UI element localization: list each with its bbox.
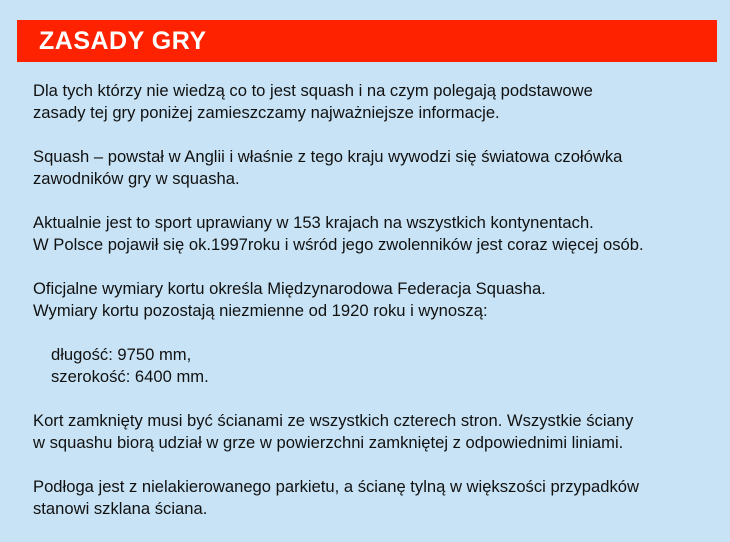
page-title: ZASADY GRY bbox=[39, 27, 207, 55]
text-line: Squash – powstał w Anglii i właśnie z tego kraju wywodzi się światowa czołówka bbox=[33, 147, 623, 166]
text-line: zasady tej gry poniżej zamieszczamy najważniejsze informacje. bbox=[33, 103, 500, 122]
dimensions-list bbox=[33, 344, 723, 388]
text-line: Wymiary kortu pozostają niezmienne od 1920 roku i wynoszą: bbox=[33, 301, 488, 320]
width-value: szerokość: 6400 mm. bbox=[51, 367, 209, 386]
length-value: długość: 9750 mm, bbox=[51, 345, 192, 364]
floor-paragraph bbox=[33, 476, 723, 520]
rules-content bbox=[33, 80, 723, 542]
intro-paragraph bbox=[33, 80, 723, 124]
popularity-paragraph bbox=[33, 212, 723, 256]
text-line: W Polsce pojawił się ok.1997roku i wśród jego zwolenników jest coraz więcej osób. bbox=[33, 235, 644, 254]
walls-paragraph bbox=[33, 410, 723, 454]
court-dimensions-paragraph bbox=[33, 278, 723, 322]
text-line: Kort zamknięty musi być ścianami ze wszystkich czterech stron. Wszystkie ściany bbox=[33, 411, 634, 430]
origin-paragraph bbox=[33, 146, 723, 190]
text-line: Dla tych którzy nie wiedzą co to jest squash i na czym polegają podstawowe bbox=[33, 81, 593, 100]
text-line: Oficjalne wymiary kortu określa Międzynarodowa Federacja Squasha. bbox=[33, 279, 546, 298]
text-line: w squashu biorą udział w grze w powierzchni zamkniętej z odpowiednimi liniami. bbox=[33, 433, 624, 452]
text-line: zawodników gry w squasha. bbox=[33, 169, 240, 188]
text-line: stanowi szklana ściana. bbox=[33, 499, 208, 518]
title-bar bbox=[17, 20, 717, 62]
text-line: Podłoga jest z nielakierowanego parkietu, a ścianę tylną w większości przypadków bbox=[33, 477, 639, 496]
text-line: Aktualnie jest to sport uprawiany w 153 krajach na wszystkich kontynentach. bbox=[33, 213, 594, 232]
